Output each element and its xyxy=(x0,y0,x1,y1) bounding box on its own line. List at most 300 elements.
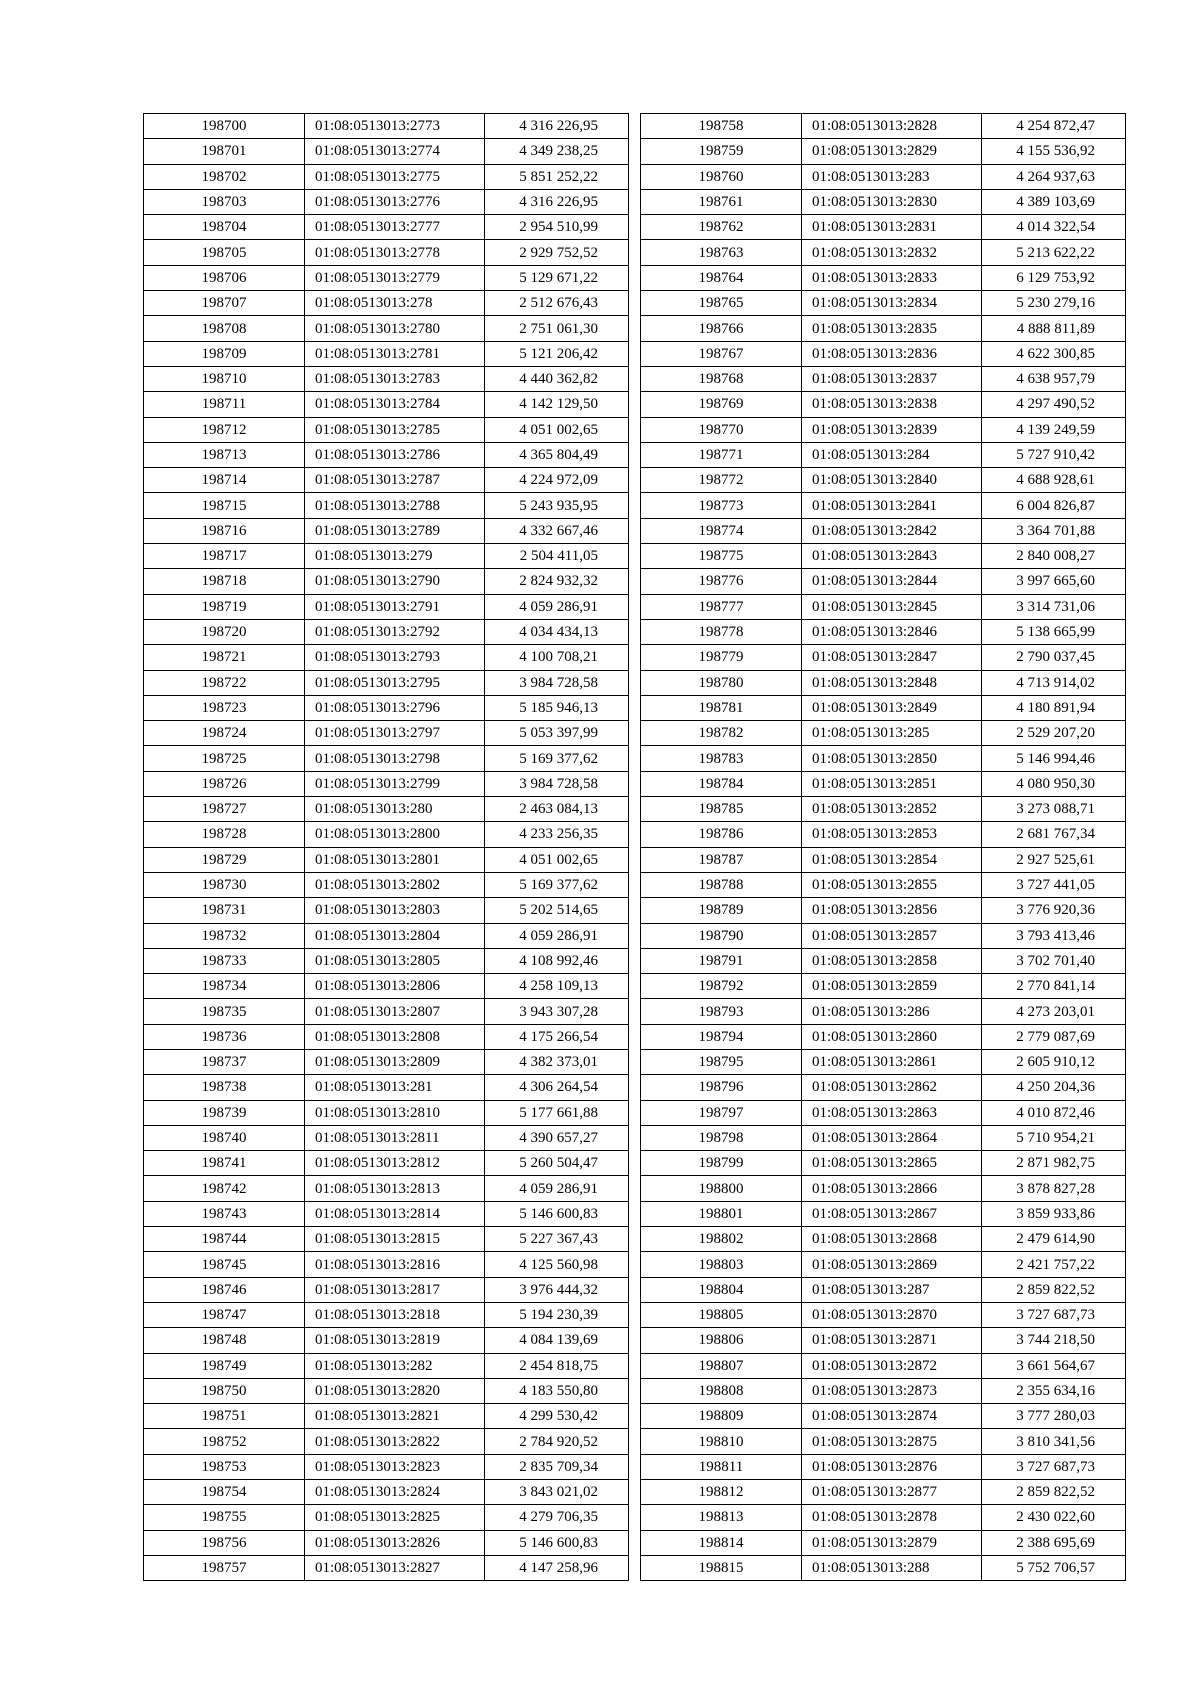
row-number-cell: 198778 xyxy=(641,619,802,644)
table-row xyxy=(641,518,1126,543)
cadastral-number-cell: 01:08:0513013:288 xyxy=(802,1555,982,1580)
row-number-cell: 198759 xyxy=(641,139,802,164)
table-row xyxy=(641,695,1126,720)
table-row xyxy=(144,822,629,847)
cadastral-number-cell: 01:08:0513013:2870 xyxy=(802,1302,982,1327)
row-number-cell: 198800 xyxy=(641,1176,802,1201)
table-row xyxy=(641,1302,1126,1327)
cadastral-number-cell: 01:08:0513013:2860 xyxy=(802,1024,982,1049)
value-cell: 3 702 701,40 xyxy=(982,948,1126,973)
cadastral-number-cell: 01:08:0513013:284 xyxy=(802,442,982,467)
cadastral-number-cell: 01:08:0513013:2783 xyxy=(305,366,485,391)
row-number-cell: 198728 xyxy=(144,822,305,847)
value-cell: 5 202 514,65 xyxy=(485,898,629,923)
table-row xyxy=(144,670,629,695)
cadastral-number-cell: 01:08:0513013:2803 xyxy=(305,898,485,923)
row-number-cell: 198701 xyxy=(144,139,305,164)
cadastral-number-cell: 01:08:0513013:2827 xyxy=(305,1555,485,1580)
value-cell: 2 751 061,30 xyxy=(485,316,629,341)
row-number-cell: 198814 xyxy=(641,1530,802,1555)
table-row xyxy=(144,1100,629,1125)
value-cell: 4 175 266,54 xyxy=(485,1024,629,1049)
cadastral-number-cell: 01:08:0513013:2845 xyxy=(802,594,982,619)
table-row xyxy=(641,898,1126,923)
cadastral-number-cell: 01:08:0513013:2866 xyxy=(802,1176,982,1201)
row-number-cell: 198805 xyxy=(641,1302,802,1327)
cadastral-number-cell: 01:08:0513013:2879 xyxy=(802,1530,982,1555)
cadastral-number-cell: 01:08:0513013:2787 xyxy=(305,468,485,493)
value-cell: 3 984 728,58 xyxy=(485,670,629,695)
table-row xyxy=(641,544,1126,569)
table-row xyxy=(144,265,629,290)
row-number-cell: 198797 xyxy=(641,1100,802,1125)
cadastral-number-cell: 01:08:0513013:2805 xyxy=(305,948,485,973)
cadastral-number-cell: 01:08:0513013:2847 xyxy=(802,645,982,670)
value-cell: 4 299 530,42 xyxy=(485,1404,629,1429)
cadastral-number-cell: 01:08:0513013:287 xyxy=(802,1277,982,1302)
value-cell: 6 129 753,92 xyxy=(982,265,1126,290)
row-number-cell: 198745 xyxy=(144,1252,305,1277)
table-row xyxy=(144,493,629,518)
cadastral-number-cell: 01:08:0513013:2812 xyxy=(305,1151,485,1176)
row-number-cell: 198796 xyxy=(641,1075,802,1100)
row-number-cell: 198704 xyxy=(144,215,305,240)
table-row xyxy=(641,619,1126,644)
cadastral-number-cell: 01:08:0513013:2824 xyxy=(305,1480,485,1505)
cadastral-number-cell: 01:08:0513013:2799 xyxy=(305,771,485,796)
value-cell: 4 316 226,95 xyxy=(485,114,629,139)
value-cell: 4 100 708,21 xyxy=(485,645,629,670)
cadastral-number-cell: 01:08:0513013:2802 xyxy=(305,872,485,897)
table-body-right xyxy=(641,114,1126,1581)
row-number-cell: 198777 xyxy=(641,594,802,619)
row-number-cell: 198788 xyxy=(641,872,802,897)
table-row xyxy=(144,594,629,619)
row-number-cell: 198742 xyxy=(144,1176,305,1201)
row-number-cell: 198765 xyxy=(641,291,802,316)
table-row xyxy=(144,721,629,746)
cadastral-number-cell: 01:08:0513013:281 xyxy=(305,1075,485,1100)
table-row xyxy=(144,898,629,923)
table-row xyxy=(144,1277,629,1302)
table-row xyxy=(641,1151,1126,1176)
table-row xyxy=(144,1151,629,1176)
value-cell: 5 194 230,39 xyxy=(485,1302,629,1327)
value-cell: 4 059 286,91 xyxy=(485,594,629,619)
cadastral-number-cell: 01:08:0513013:2838 xyxy=(802,392,982,417)
value-cell: 5 177 661,88 xyxy=(485,1100,629,1125)
table-row xyxy=(641,670,1126,695)
table-row xyxy=(144,1227,629,1252)
value-cell: 4 147 258,96 xyxy=(485,1555,629,1580)
value-cell: 4 034 434,13 xyxy=(485,619,629,644)
table-row xyxy=(144,1125,629,1150)
value-cell: 2 388 695,69 xyxy=(982,1530,1126,1555)
cadastral-number-cell: 01:08:0513013:2829 xyxy=(802,139,982,164)
value-cell: 5 727 910,42 xyxy=(982,442,1126,467)
row-number-cell: 198721 xyxy=(144,645,305,670)
row-number-cell: 198794 xyxy=(641,1024,802,1049)
table-row xyxy=(144,1252,629,1277)
table-row xyxy=(144,999,629,1024)
cadastral-number-cell: 01:08:0513013:2789 xyxy=(305,518,485,543)
table-row xyxy=(641,291,1126,316)
row-number-cell: 198758 xyxy=(641,114,802,139)
table-row xyxy=(144,797,629,822)
row-number-cell: 198770 xyxy=(641,417,802,442)
cadastral-number-cell: 01:08:0513013:278 xyxy=(305,291,485,316)
row-number-cell: 198786 xyxy=(641,822,802,847)
cadastral-number-cell: 01:08:0513013:2811 xyxy=(305,1125,485,1150)
table-row xyxy=(641,1530,1126,1555)
row-number-cell: 198731 xyxy=(144,898,305,923)
cadastral-number-cell: 01:08:0513013:2795 xyxy=(305,670,485,695)
value-cell: 2 681 767,34 xyxy=(982,822,1126,847)
cadastral-number-cell: 01:08:0513013:2869 xyxy=(802,1252,982,1277)
value-cell: 4 010 872,46 xyxy=(982,1100,1126,1125)
cadastral-number-cell: 01:08:0513013:2813 xyxy=(305,1176,485,1201)
value-cell: 2 954 510,99 xyxy=(485,215,629,240)
cadastral-number-cell: 01:08:0513013:2825 xyxy=(305,1505,485,1530)
row-number-cell: 198730 xyxy=(144,872,305,897)
row-number-cell: 198749 xyxy=(144,1353,305,1378)
value-cell: 4 014 322,54 xyxy=(982,215,1126,240)
cadastral-number-cell: 01:08:0513013:2785 xyxy=(305,417,485,442)
row-number-cell: 198703 xyxy=(144,189,305,214)
value-cell: 3 878 827,28 xyxy=(982,1176,1126,1201)
table-row xyxy=(641,1429,1126,1454)
cadastral-number-cell: 01:08:0513013:2800 xyxy=(305,822,485,847)
value-cell: 2 929 752,52 xyxy=(485,240,629,265)
table-row xyxy=(641,847,1126,872)
value-cell: 2 479 614,90 xyxy=(982,1227,1126,1252)
value-cell: 3 776 920,36 xyxy=(982,898,1126,923)
cadastral-number-cell: 01:08:0513013:2820 xyxy=(305,1378,485,1403)
row-number-cell: 198746 xyxy=(144,1277,305,1302)
value-cell: 5 213 622,22 xyxy=(982,240,1126,265)
row-number-cell: 198726 xyxy=(144,771,305,796)
table-row xyxy=(144,619,629,644)
value-cell: 2 770 841,14 xyxy=(982,974,1126,999)
table-row xyxy=(641,1024,1126,1049)
table-row xyxy=(641,771,1126,796)
cadastral-number-cell: 01:08:0513013:2858 xyxy=(802,948,982,973)
table-row xyxy=(641,822,1126,847)
row-number-cell: 198795 xyxy=(641,1049,802,1074)
value-cell: 5 230 279,16 xyxy=(982,291,1126,316)
cadastral-table-right xyxy=(640,113,1126,1581)
row-number-cell: 198798 xyxy=(641,1125,802,1150)
row-number-cell: 198715 xyxy=(144,493,305,518)
row-number-cell: 198809 xyxy=(641,1404,802,1429)
cadastral-number-cell: 01:08:0513013:2801 xyxy=(305,847,485,872)
table-row xyxy=(641,1176,1126,1201)
row-number-cell: 198767 xyxy=(641,341,802,366)
value-cell: 5 169 377,62 xyxy=(485,746,629,771)
cadastral-number-cell: 01:08:0513013:2855 xyxy=(802,872,982,897)
row-number-cell: 198725 xyxy=(144,746,305,771)
value-cell: 4 059 286,91 xyxy=(485,923,629,948)
cadastral-number-cell: 01:08:0513013:2816 xyxy=(305,1252,485,1277)
value-cell: 4 349 238,25 xyxy=(485,139,629,164)
row-number-cell: 198740 xyxy=(144,1125,305,1150)
table-row xyxy=(641,468,1126,493)
table-row xyxy=(641,1378,1126,1403)
table-row xyxy=(641,645,1126,670)
row-number-cell: 198723 xyxy=(144,695,305,720)
row-number-cell: 198783 xyxy=(641,746,802,771)
row-number-cell: 198756 xyxy=(144,1530,305,1555)
row-number-cell: 198774 xyxy=(641,518,802,543)
row-number-cell: 198780 xyxy=(641,670,802,695)
value-cell: 3 661 564,67 xyxy=(982,1353,1126,1378)
table-row xyxy=(144,291,629,316)
row-number-cell: 198717 xyxy=(144,544,305,569)
row-number-cell: 198709 xyxy=(144,341,305,366)
table-row xyxy=(641,392,1126,417)
value-cell: 3 364 701,88 xyxy=(982,518,1126,543)
cadastral-number-cell: 01:08:0513013:2852 xyxy=(802,797,982,822)
value-cell: 5 146 994,46 xyxy=(982,746,1126,771)
value-cell: 2 454 818,75 xyxy=(485,1353,629,1378)
value-cell: 4 279 706,35 xyxy=(485,1505,629,1530)
value-cell: 4 622 300,85 xyxy=(982,341,1126,366)
value-cell: 5 169 377,62 xyxy=(485,872,629,897)
table-row xyxy=(144,544,629,569)
cadastral-number-cell: 01:08:0513013:2815 xyxy=(305,1227,485,1252)
table-row xyxy=(144,645,629,670)
table-row xyxy=(641,1555,1126,1580)
row-number-cell: 198763 xyxy=(641,240,802,265)
table-row xyxy=(144,1302,629,1327)
cadastral-number-cell: 01:08:0513013:2817 xyxy=(305,1277,485,1302)
value-cell: 5 710 954,21 xyxy=(982,1125,1126,1150)
value-cell: 2 779 087,69 xyxy=(982,1024,1126,1049)
cadastral-number-cell: 01:08:0513013:2784 xyxy=(305,392,485,417)
row-number-cell: 198733 xyxy=(144,948,305,973)
row-number-cell: 198771 xyxy=(641,442,802,467)
value-cell: 3 777 280,03 xyxy=(982,1404,1126,1429)
table-row xyxy=(144,1328,629,1353)
row-number-cell: 198732 xyxy=(144,923,305,948)
cadastral-number-cell: 01:08:0513013:2798 xyxy=(305,746,485,771)
cadastral-number-cell: 01:08:0513013:2834 xyxy=(802,291,982,316)
table-row xyxy=(144,1049,629,1074)
value-cell: 4 084 139,69 xyxy=(485,1328,629,1353)
cadastral-number-cell: 01:08:0513013:2851 xyxy=(802,771,982,796)
cadastral-number-cell: 01:08:0513013:282 xyxy=(305,1353,485,1378)
cadastral-number-cell: 01:08:0513013:2841 xyxy=(802,493,982,518)
row-number-cell: 198757 xyxy=(144,1555,305,1580)
cadastral-number-cell: 01:08:0513013:2793 xyxy=(305,645,485,670)
row-number-cell: 198768 xyxy=(641,366,802,391)
cadastral-number-cell: 01:08:0513013:2862 xyxy=(802,1075,982,1100)
table-row xyxy=(641,1328,1126,1353)
row-number-cell: 198810 xyxy=(641,1429,802,1454)
row-number-cell: 198708 xyxy=(144,316,305,341)
row-number-cell: 198784 xyxy=(641,771,802,796)
cadastral-number-cell: 01:08:0513013:2878 xyxy=(802,1505,982,1530)
value-cell: 2 430 022,60 xyxy=(982,1505,1126,1530)
value-cell: 4 139 249,59 xyxy=(982,417,1126,442)
cadastral-number-cell: 01:08:0513013:285 xyxy=(802,721,982,746)
table-row xyxy=(641,417,1126,442)
value-cell: 4 332 667,46 xyxy=(485,518,629,543)
table-row xyxy=(641,442,1126,467)
table-row xyxy=(144,139,629,164)
value-cell: 4 142 129,50 xyxy=(485,392,629,417)
table-row xyxy=(641,1125,1126,1150)
cadastral-number-cell: 01:08:0513013:2818 xyxy=(305,1302,485,1327)
cadastral-number-cell: 01:08:0513013:2835 xyxy=(802,316,982,341)
cadastral-number-cell: 01:08:0513013:2828 xyxy=(802,114,982,139)
cadastral-number-cell: 01:08:0513013:2810 xyxy=(305,1100,485,1125)
table-row xyxy=(144,1480,629,1505)
value-cell: 4 250 204,36 xyxy=(982,1075,1126,1100)
value-cell: 4 080 950,30 xyxy=(982,771,1126,796)
value-cell: 5 227 367,43 xyxy=(485,1227,629,1252)
table-row xyxy=(144,417,629,442)
cadastral-number-cell: 01:08:0513013:2839 xyxy=(802,417,982,442)
row-number-cell: 198811 xyxy=(641,1454,802,1479)
table-row xyxy=(144,366,629,391)
table-row xyxy=(641,114,1126,139)
value-cell: 3 744 218,50 xyxy=(982,1328,1126,1353)
table-row xyxy=(641,1480,1126,1505)
cadastral-number-cell: 01:08:0513013:2808 xyxy=(305,1024,485,1049)
row-number-cell: 198766 xyxy=(641,316,802,341)
table-row xyxy=(144,923,629,948)
cadastral-number-cell: 01:08:0513013:2850 xyxy=(802,746,982,771)
cadastral-number-cell: 01:08:0513013:2867 xyxy=(802,1201,982,1226)
row-number-cell: 198712 xyxy=(144,417,305,442)
cadastral-number-cell: 01:08:0513013:2792 xyxy=(305,619,485,644)
cadastral-number-cell: 01:08:0513013:2830 xyxy=(802,189,982,214)
cadastral-number-cell: 01:08:0513013:2809 xyxy=(305,1049,485,1074)
value-cell: 4 180 891,94 xyxy=(982,695,1126,720)
table-row xyxy=(144,695,629,720)
cadastral-number-cell: 01:08:0513013:2821 xyxy=(305,1404,485,1429)
table-row xyxy=(144,1075,629,1100)
table-row xyxy=(144,468,629,493)
table-row xyxy=(144,341,629,366)
cadastral-number-cell: 01:08:0513013:286 xyxy=(802,999,982,1024)
row-number-cell: 198803 xyxy=(641,1252,802,1277)
table-row xyxy=(144,771,629,796)
row-number-cell: 198724 xyxy=(144,721,305,746)
table-row xyxy=(641,240,1126,265)
table-row xyxy=(641,189,1126,214)
cadastral-number-cell: 01:08:0513013:2833 xyxy=(802,265,982,290)
table-row xyxy=(144,872,629,897)
value-cell: 4 155 536,92 xyxy=(982,139,1126,164)
table-row xyxy=(641,139,1126,164)
row-number-cell: 198727 xyxy=(144,797,305,822)
row-number-cell: 198711 xyxy=(144,392,305,417)
table-row xyxy=(144,847,629,872)
row-number-cell: 198793 xyxy=(641,999,802,1024)
value-cell: 4 638 957,79 xyxy=(982,366,1126,391)
value-cell: 5 129 671,22 xyxy=(485,265,629,290)
cadastral-table-left xyxy=(143,113,629,1581)
cadastral-number-cell: 01:08:0513013:2797 xyxy=(305,721,485,746)
cadastral-number-cell: 01:08:0513013:2853 xyxy=(802,822,982,847)
value-cell: 3 843 021,02 xyxy=(485,1480,629,1505)
row-number-cell: 198707 xyxy=(144,291,305,316)
row-number-cell: 198753 xyxy=(144,1454,305,1479)
value-cell: 2 859 822,52 xyxy=(982,1480,1126,1505)
table-row xyxy=(144,164,629,189)
cadastral-number-cell: 01:08:0513013:2856 xyxy=(802,898,982,923)
table-row xyxy=(144,1176,629,1201)
cadastral-number-cell: 01:08:0513013:2791 xyxy=(305,594,485,619)
row-number-cell: 198752 xyxy=(144,1429,305,1454)
table-row xyxy=(641,1201,1126,1226)
row-number-cell: 198702 xyxy=(144,164,305,189)
row-number-cell: 198751 xyxy=(144,1404,305,1429)
table-row xyxy=(641,1277,1126,1302)
value-cell: 3 859 933,86 xyxy=(982,1201,1126,1226)
table-row xyxy=(641,1227,1126,1252)
value-cell: 4 254 872,47 xyxy=(982,114,1126,139)
cadastral-number-cell: 01:08:0513013:2873 xyxy=(802,1378,982,1403)
table-row xyxy=(641,721,1126,746)
table-row xyxy=(641,746,1126,771)
value-cell: 3 943 307,28 xyxy=(485,999,629,1024)
value-cell: 2 355 634,16 xyxy=(982,1378,1126,1403)
row-number-cell: 198806 xyxy=(641,1328,802,1353)
table-row xyxy=(144,1454,629,1479)
value-cell: 5 146 600,83 xyxy=(485,1201,629,1226)
row-number-cell: 198744 xyxy=(144,1227,305,1252)
cadastral-number-cell: 01:08:0513013:2778 xyxy=(305,240,485,265)
cadastral-number-cell: 01:08:0513013:2804 xyxy=(305,923,485,948)
row-number-cell: 198722 xyxy=(144,670,305,695)
cadastral-number-cell: 01:08:0513013:2823 xyxy=(305,1454,485,1479)
row-number-cell: 198737 xyxy=(144,1049,305,1074)
cadastral-number-cell: 01:08:0513013:2806 xyxy=(305,974,485,999)
row-number-cell: 198772 xyxy=(641,468,802,493)
row-number-cell: 198714 xyxy=(144,468,305,493)
cadastral-number-cell: 01:08:0513013:2780 xyxy=(305,316,485,341)
row-number-cell: 198755 xyxy=(144,1505,305,1530)
row-number-cell: 198747 xyxy=(144,1302,305,1327)
row-number-cell: 198782 xyxy=(641,721,802,746)
row-number-cell: 198710 xyxy=(144,366,305,391)
table-row xyxy=(144,569,629,594)
row-number-cell: 198812 xyxy=(641,1480,802,1505)
cadastral-number-cell: 01:08:0513013:2874 xyxy=(802,1404,982,1429)
value-cell: 5 138 665,99 xyxy=(982,619,1126,644)
cadastral-number-cell: 01:08:0513013:2796 xyxy=(305,695,485,720)
value-cell: 2 463 084,13 xyxy=(485,797,629,822)
value-cell: 4 258 109,13 xyxy=(485,974,629,999)
row-number-cell: 198716 xyxy=(144,518,305,543)
value-cell: 4 051 002,65 xyxy=(485,417,629,442)
table-row xyxy=(641,215,1126,240)
table-row xyxy=(144,1404,629,1429)
table-row xyxy=(144,392,629,417)
cadastral-number-cell: 01:08:0513013:2779 xyxy=(305,265,485,290)
value-cell: 5 243 935,95 xyxy=(485,493,629,518)
value-cell: 3 727 687,73 xyxy=(982,1454,1126,1479)
row-number-cell: 198736 xyxy=(144,1024,305,1049)
cadastral-number-cell: 01:08:0513013:2788 xyxy=(305,493,485,518)
cadastral-number-cell: 01:08:0513013:2836 xyxy=(802,341,982,366)
cadastral-number-cell: 01:08:0513013:2875 xyxy=(802,1429,982,1454)
value-cell: 2 784 920,52 xyxy=(485,1429,629,1454)
table-row xyxy=(144,215,629,240)
